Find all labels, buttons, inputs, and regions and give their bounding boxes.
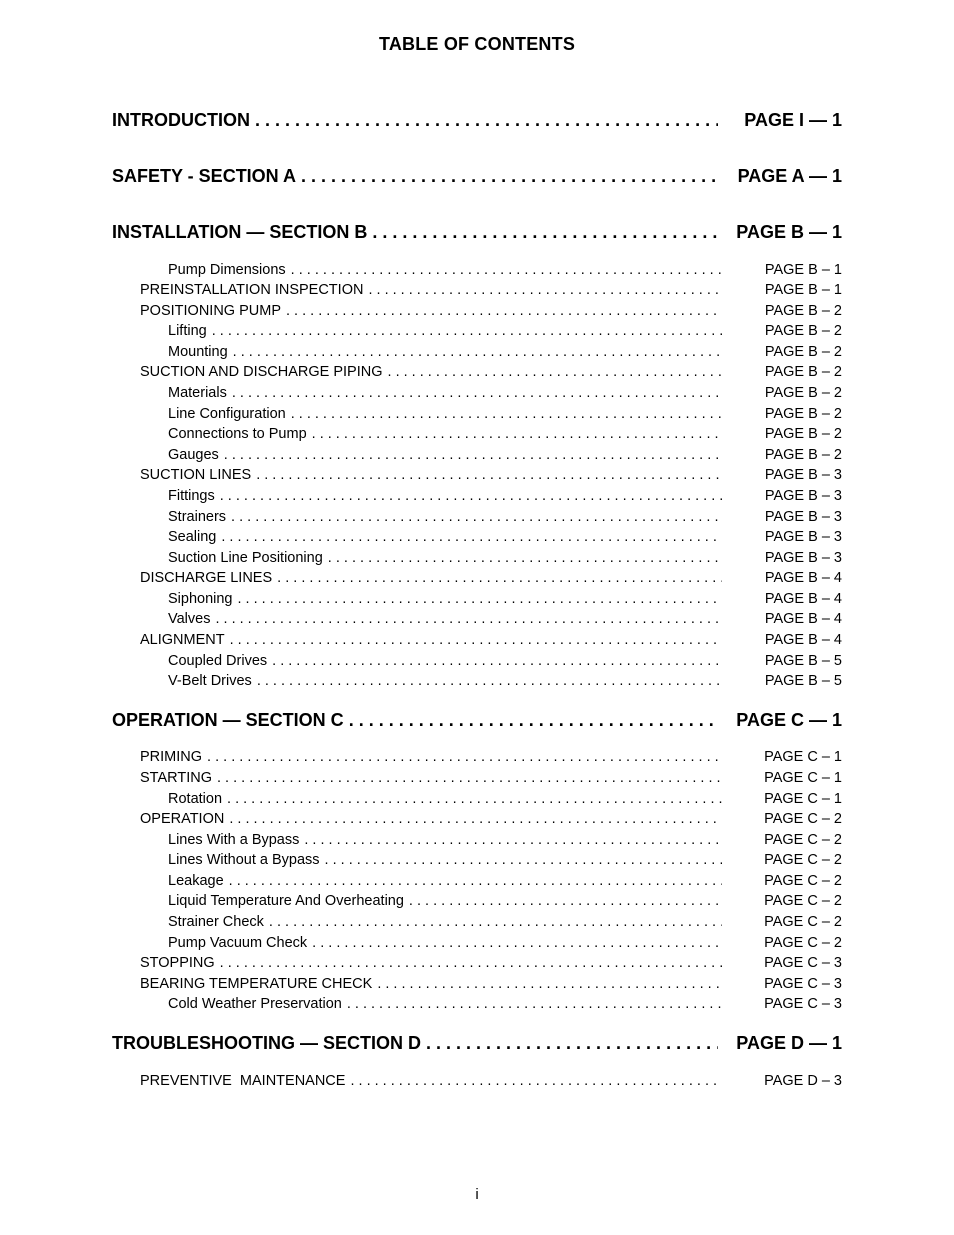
toc-entry-label: Strainers [168,509,227,525]
toc-entry-page: PAGE B – 4 [764,611,842,627]
toc-entry[interactable] [168,344,842,364]
toc-entry-page: PAGE B – 5 [764,653,842,669]
toc-entry[interactable] [168,262,842,282]
dot-leader [269,914,722,930]
toc-entry[interactable] [168,611,842,631]
dot-leader [377,976,722,992]
dot-leader [255,110,718,131]
toc-entry-page: PAGE C – 1 [764,770,842,786]
toc-entry-label: ALIGNMENT [140,632,225,648]
toc-entry-label: Coupled Drives [168,653,268,669]
toc-entry-label: SUCTION LINES [140,467,252,483]
toc-entry-label: Pump Vacuum Check [168,935,308,951]
toc-entry[interactable] [140,955,842,975]
toc-entry-page: PAGE C – 2 [764,914,842,930]
toc-entry[interactable] [168,653,842,673]
toc-entry[interactable] [140,749,842,769]
dot-leader [286,303,722,319]
toc-entry-page: PAGE C – 3 [764,996,842,1012]
toc-entry-label: Liquid Temperature And Overheating [168,893,404,909]
toc-entry[interactable] [140,811,842,831]
toc-entry[interactable] [140,570,842,590]
toc-entry-page: PAGE C – 2 [764,852,842,868]
toc-entry[interactable] [168,873,842,893]
toc-entry[interactable] [168,406,842,426]
toc-entry-label: Cold Weather Preservation [168,996,342,1012]
toc-entry[interactable] [140,1073,842,1093]
page-title: TABLE OF CONTENTS [378,34,576,54]
toc-entry-label: OPERATION — SECTION C [112,710,344,730]
toc-entry[interactable] [168,385,842,405]
toc-entry-label: Connections to Pump [168,426,307,442]
toc-entry-label: STOPPING [140,955,215,971]
toc-entry[interactable] [168,447,842,467]
toc-entry-label: Mounting [168,344,228,360]
toc-entry-page: PAGE B – 5 [764,673,842,689]
toc-entry-label: STARTING [140,770,212,786]
page-number: i [475,1186,479,1203]
toc-entry-page: PAGE B – 3 [764,467,842,483]
toc-entry-page: PAGE B – 1 [764,262,842,278]
dot-leader [229,873,722,889]
toc-entry-page: PAGE C – 2 [764,873,842,889]
toc-entry[interactable] [168,893,842,913]
toc-entry-page: PAGE A — 1 [737,166,842,186]
toc-entry-label: Siphoning [168,591,233,607]
dot-leader [220,488,722,504]
dot-leader [277,570,722,586]
toc-entry-label: Leakage [168,873,224,889]
toc-entry[interactable] [168,323,842,343]
dot-leader [272,653,722,669]
toc-entry-page: PAGE B – 2 [764,426,842,442]
toc-entry[interactable] [140,976,842,996]
dot-leader [328,550,722,566]
dot-leader [256,467,722,483]
dot-leader [350,1073,722,1089]
toc-entry[interactable] [140,632,842,652]
toc-entry-label: SUCTION AND DISCHARGE PIPING [140,364,383,380]
toc-entry[interactable] [140,770,842,790]
dot-leader [291,262,722,278]
toc-entry-page: PAGE B – 3 [764,529,842,545]
toc-entry-label: Strainer Check [168,914,264,930]
toc-entry[interactable] [168,488,842,508]
toc-entry[interactable] [168,550,842,570]
toc-entry-page: PAGE B – 2 [764,303,842,319]
toc-entry[interactable] [168,832,842,852]
toc-entry-label: Fittings [168,488,215,504]
dot-leader [372,222,718,243]
dot-leader [304,832,722,848]
dot-leader [221,529,722,545]
toc-entry-label: DISCHARGE LINES [140,570,273,586]
dot-leader [232,385,722,401]
dot-leader [426,1033,718,1054]
toc-entry[interactable] [168,509,842,529]
dot-leader [231,509,722,525]
toc-entry[interactable] [168,426,842,446]
toc-entry-page: PAGE C – 2 [764,893,842,909]
toc-entry-page: PAGE B – 4 [764,632,842,648]
toc-entry[interactable] [140,282,842,302]
toc-entry-page: PAGE C – 2 [764,935,842,951]
toc-entry-page: PAGE C – 1 [764,791,842,807]
toc-entry[interactable] [168,852,842,872]
toc-entry[interactable] [168,791,842,811]
toc-entry-page: PAGE C – 3 [764,976,842,992]
toc-entry-label: Suction Line Positioning [168,550,323,566]
toc-entry[interactable] [168,591,842,611]
toc-entry-label: Pump Dimensions [168,262,286,278]
dot-leader [291,406,722,422]
dot-leader [409,893,722,909]
toc-entry-label: Lifting [168,323,207,339]
dot-leader [368,282,722,298]
toc-entry-page: PAGE I — 1 [744,110,842,130]
toc-entry-page: PAGE B – 2 [764,385,842,401]
toc-entry-label: Lines Without a Bypass [168,852,320,868]
toc-entry-page: PAGE B – 2 [764,344,842,360]
toc-entry-page: PAGE B – 2 [764,364,842,380]
toc-entry-label: SAFETY - SECTION A [112,166,297,186]
toc-entry-label: PREVENTIVE MAINTENANCE [140,1073,346,1089]
dot-leader [257,673,722,689]
dot-leader [217,770,722,786]
toc-entry-page: PAGE B — 1 [736,222,842,242]
toc-entry-page: PAGE B – 3 [764,550,842,566]
toc-entry[interactable] [140,364,842,384]
toc-entry-page: PAGE C — 1 [736,710,842,730]
toc-entry[interactable] [140,467,842,487]
dot-leader [301,166,718,187]
dot-leader [229,811,722,827]
dot-leader [224,447,722,463]
toc-entry-label: TROUBLESHOOTING — SECTION D [112,1033,422,1053]
toc-entry[interactable] [168,996,842,1016]
toc-entry-page: PAGE B – 3 [764,509,842,525]
dot-leader [312,426,722,442]
toc-entry-label: OPERATION [140,811,225,827]
toc-entry-label: Sealing [168,529,217,545]
toc-entry-page: PAGE D – 3 [764,1073,842,1089]
toc-entry[interactable] [168,914,842,934]
toc-entry-label: INTRODUCTION [112,110,250,130]
toc-entry-page: PAGE D — 1 [736,1033,842,1053]
toc-section-entry[interactable] [112,1033,842,1057]
toc-entry-label: Rotation [168,791,223,807]
toc-entry-page: PAGE C – 3 [764,955,842,971]
toc-entry-page: PAGE C – 2 [764,832,842,848]
toc-section-entry[interactable] [112,166,842,190]
toc-section-entry[interactable] [112,710,842,734]
dot-leader [207,749,722,765]
toc-entry-page: PAGE B – 2 [764,447,842,463]
dot-leader [212,323,722,339]
dot-leader [230,632,722,648]
toc-entry-label: INSTALLATION — SECTION B [112,222,368,242]
toc-section-entry[interactable] [112,110,842,134]
toc-entry-page: PAGE C – 2 [764,811,842,827]
dot-leader [347,996,722,1012]
toc-entry-page: PAGE B – 4 [764,591,842,607]
dot-leader [312,935,722,951]
toc-entry-page: PAGE B – 2 [764,323,842,339]
dot-leader [388,364,722,380]
toc-entry-label: Valves [168,611,211,627]
toc-entry[interactable] [168,529,842,549]
dot-leader [215,611,722,627]
toc-entry[interactable] [168,673,842,693]
toc-entry-label: Lines With a Bypass [168,832,300,848]
toc-entry-page: PAGE C – 1 [764,749,842,765]
toc-entry-label: V-Belt Drives [168,673,252,689]
toc-entry-label: PRIMING [140,749,203,765]
toc-section-entry[interactable] [112,222,842,246]
toc-entry[interactable] [140,303,842,323]
toc-entry-page: PAGE B – 2 [764,406,842,422]
dot-leader [349,710,718,731]
toc-entry-page: PAGE B – 4 [764,570,842,586]
dot-leader [227,791,722,807]
dot-leader [233,344,722,360]
toc-entry-label: PREINSTALLATION INSPECTION [140,282,364,298]
dot-leader [238,591,723,607]
toc-entry-label: Gauges [168,447,219,463]
toc-entry[interactable] [168,935,842,955]
toc-entry-page: PAGE B – 3 [764,488,842,504]
toc-entry-label: POSITIONING PUMP [140,303,281,319]
dot-leader [325,852,722,868]
dot-leader [220,955,722,971]
toc-entry-label: Materials [168,385,227,401]
toc-entry-label: BEARING TEMPERATURE CHECK [140,976,373,992]
toc-entry-label: Line Configuration [168,406,286,422]
toc-entry-page: PAGE B – 1 [764,282,842,298]
